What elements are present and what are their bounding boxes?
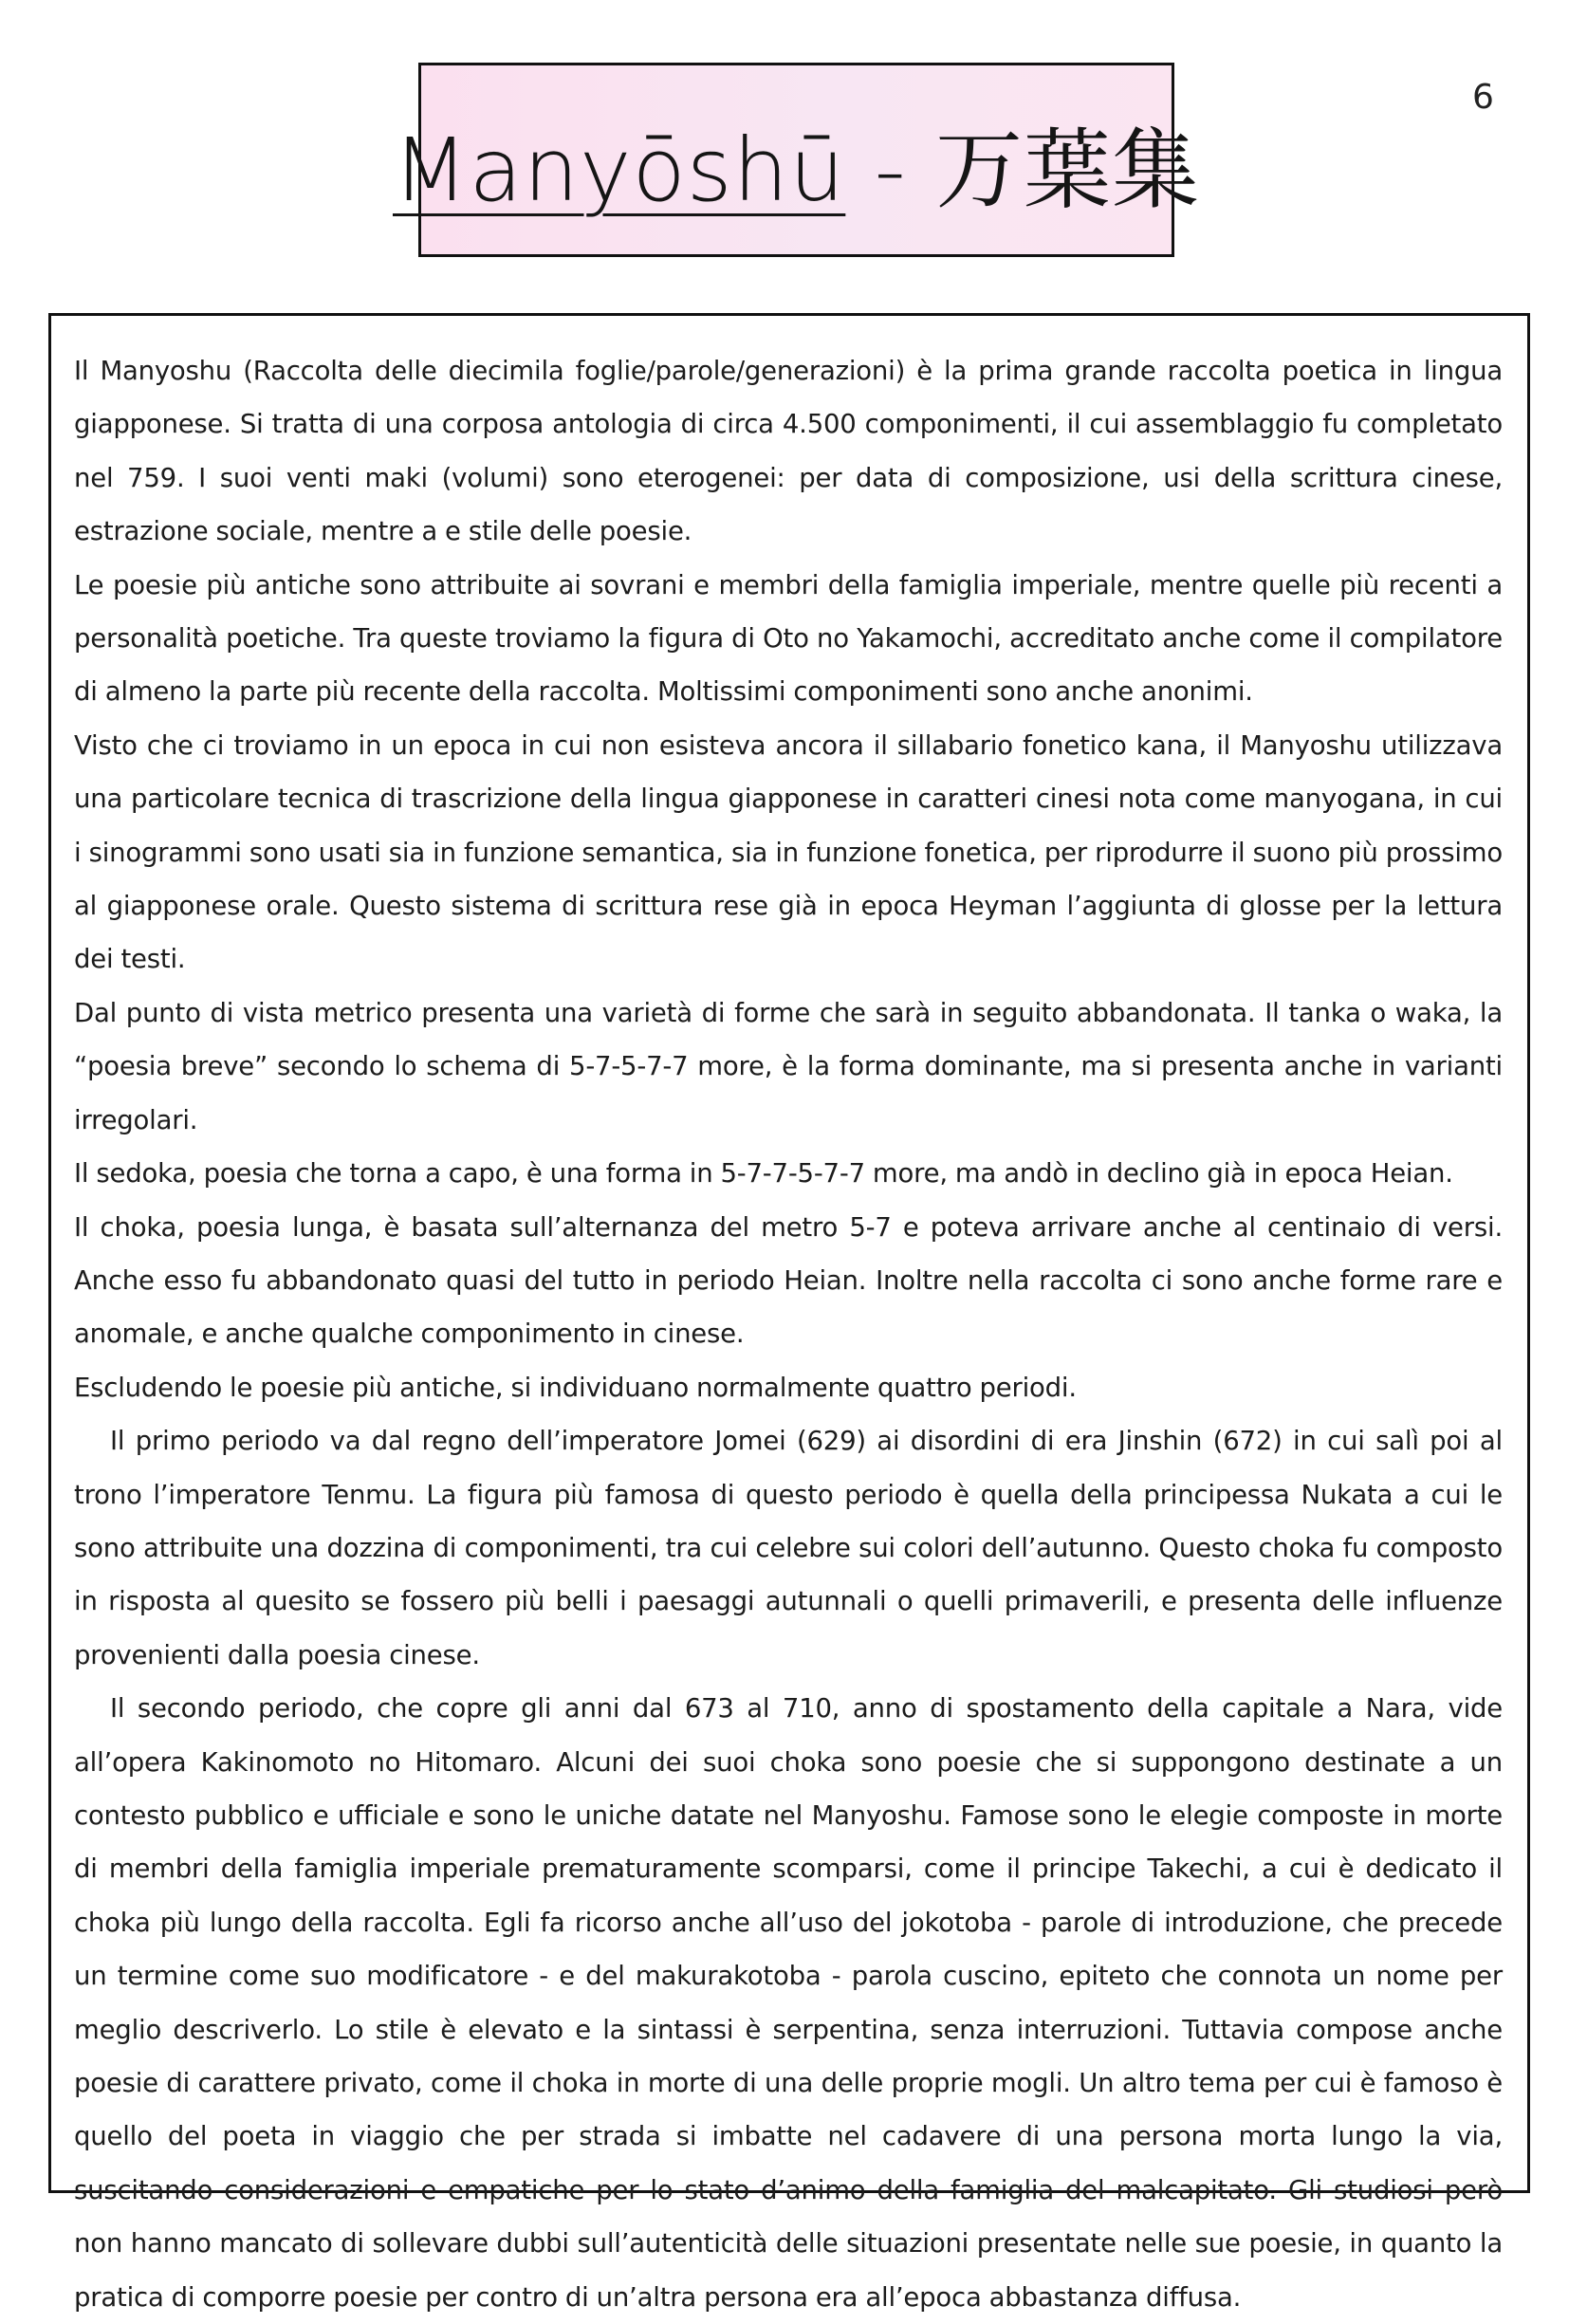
paragraph: Il sedoka, poesia che torna a capo, è una forma in 5-7-7-5-7-7 more, ma andò in declino già in epoca Heian. bbox=[74, 1158, 1453, 1190]
paragraph: Il Manyoshu (Raccolta delle diecimila foglie/parole/generazioni) è la prima grande raccolta poetica in lingua giapponese. Si tratta di una corposa antologia di circa 4.500 componimenti, il cui assemblaggio fu completato nel 759. I suoi venti maki (volumi) sono eterogenei: per data di composizione, usi della scrittura cinese, estrazione sociale, mentre a e stile delle poesie. bbox=[74, 356, 1503, 547]
paragraph: Le poesie più antiche sono attribuite ai sovrani e membri della famiglia imperiale, mentre quelle più recenti a personalità poetiche. Tra queste troviamo la figura di Oto no Yakamochi, accreditato anche come il compilatore di almeno la parte più recente della raccolta. Moltissimi componimenti sono anche anonimi. bbox=[74, 569, 1503, 708]
paragraph: Il primo periodo va dal regno dell’imperatore Jomei (629) ai disordini di era Jinshin (672) in cui salì poi al trono l’imperatore Tenmu. La figura più famosa di questo periodo è quella della principessa Nukata a cui le sono attribuite una dozzina di componimenti, tra cui celebre sui colori dell’autunno. Questo choka fu composto in risposta al quesito se fossero più belli i paesaggi autunnali o quelli primaverili, e presenta delle influenze provenienti dalla poesia cinese. bbox=[74, 1426, 1503, 1670]
title-separator: - bbox=[845, 119, 936, 221]
paragraph: Visto che ci troviamo in un epoca in cui non esisteva ancora il sillabario fonetico kana, il Manyoshu utilizzava una particolare tecnica di trascrizione della lingua giapponese in caratteri cinesi nota come manyogana, in cui i sinogrammi sono usati sia in funzione semantica, sia in funzione fonetica, per riprodurre il suono più prossimo al giapponese orale. Questo sistema di scrittura rese già in epoca Heyman l’aggiunta di glosse per la lettura dei testi. bbox=[74, 729, 1503, 975]
paragraph: Il secondo periodo, che copre gli anni dal 673 al 710, anno di spostamento della capitale a Nara, vide all’opera Kakinomoto no Hitomaro. Alcuni dei suoi choka sono poesie che si suppongono destinate a un contesto pubblico e ufficiale e sono le uniche datate nel Manyoshu. Famose sono le elegie composte in morte di membri della famiglia imperiale prematuramente scomparsi, come il principe Takechi, a cui è dedicato il choka più lungo della raccolta. Egli fa ricorso anche all’uso del jokotoba - parole di introduzione, che precede un termine come suo modificatore - e del makurakotoba - parola cuscino, epiteto che connota un nome per meglio descriverlo. Lo stile è elevato e la sintassi è serpentina, senza interruzioni. Tuttavia compose anche poesie di carattere privato, come il choka in morte di una delle proprie mogli. Un altro tema per cui è famoso è quello del poeta in viaggio che per strada si imbatte nel cadavere di una persona morta lungo la via, suscitando considerazioni e empatiche per lo stato d’animo della famiglia del malcapitato. Gli studiosi però non hanno mancato di sollevare dubbi sull’autenticità delle situazioni presentate nelle sue poesie, in quanto la pratica di comporre poesie per contro di un’altra persona era all’epoca abbastanza diffusa. bbox=[74, 1693, 1503, 2313]
page-title bbox=[393, 101, 1200, 226]
title-kanji: 万葉集 bbox=[935, 119, 1201, 221]
title-latin: Manyōshū bbox=[392, 119, 846, 221]
body-text bbox=[74, 344, 1503, 2324]
content-box bbox=[48, 313, 1530, 2313]
paragraph: Il choka, poesia lunga, è basata sull’alternanza del metro 5-7 e poteva arrivare anche al centinaio di versi. Anche esso fu abbandonato quasi del tutto in periodo Heian. Inoltre nella raccolta ci sono anche forme rare e anomale, e anche qualche componimento in cinese. bbox=[74, 1211, 1503, 1350]
paragraph: Dal punto di vista metrico presenta una varietà di forme che sarà in seguito abbandonata. Il tanka o waka, la “poesia breve” secondo lo schema di 5-7-5-7-7 more, è la forma dominante, ma si presenta anche in varianti irregolari. bbox=[74, 997, 1503, 1135]
page-number: 6 bbox=[1472, 78, 1494, 117]
paragraph: Escludendo le poesie più antiche, si individuano normalmente quattro periodi. bbox=[74, 1372, 1077, 1403]
title-box bbox=[392, 63, 1201, 257]
